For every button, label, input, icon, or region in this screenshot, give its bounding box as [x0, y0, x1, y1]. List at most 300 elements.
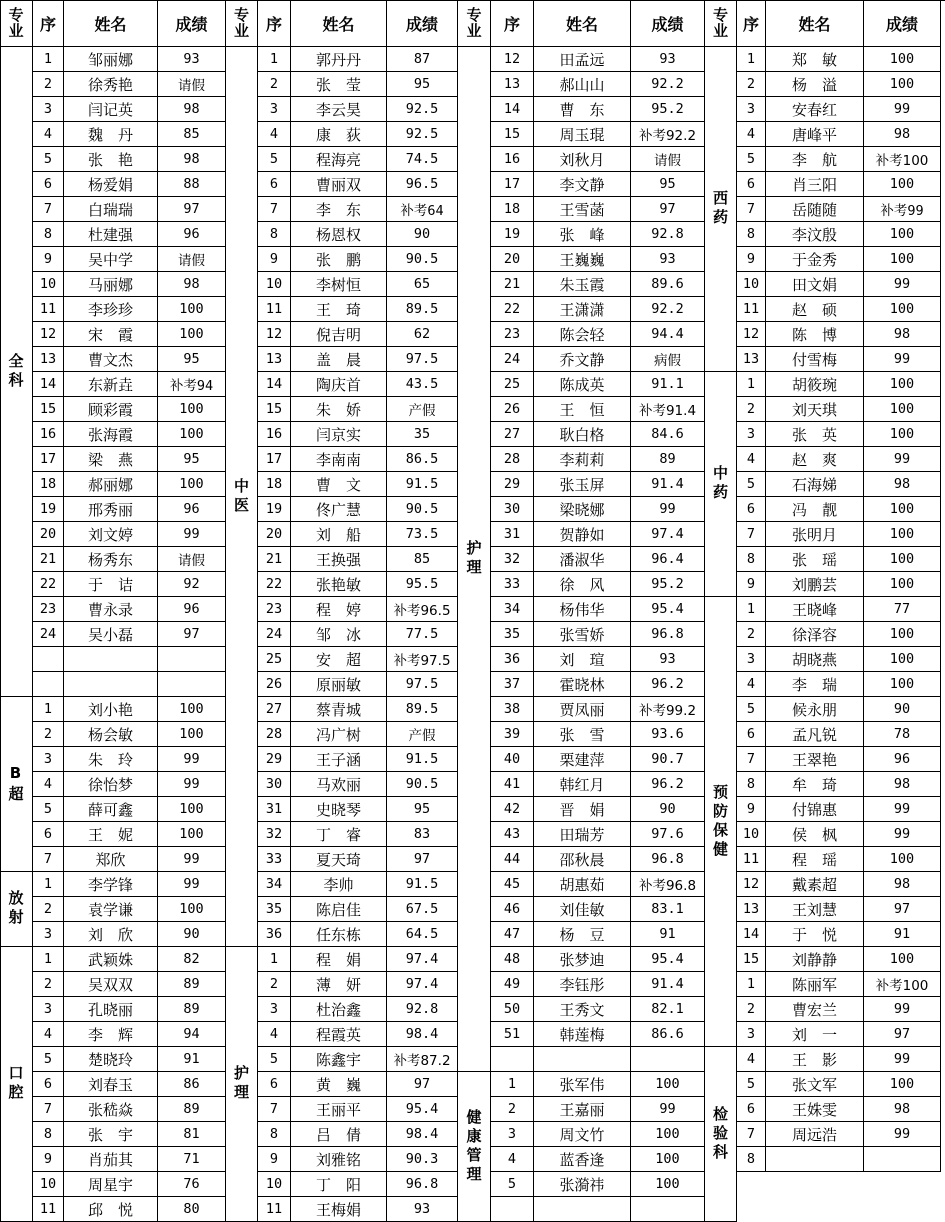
- score-cell: 96.8: [631, 847, 705, 872]
- seq-cell: 18: [491, 197, 534, 222]
- score-cell: 100: [864, 372, 941, 397]
- name-cell: 武颖姝: [64, 947, 158, 972]
- name-cell: 田瑞芳: [534, 822, 631, 847]
- name-cell: 白瑞瑞: [64, 197, 158, 222]
- seq-cell: 51: [491, 1022, 534, 1047]
- name-cell: 王翠艳: [766, 747, 864, 772]
- score-cell: 95: [631, 172, 705, 197]
- score-cell: 96.8: [387, 1172, 458, 1197]
- seq-cell: 4: [258, 1022, 291, 1047]
- seq-cell: 8: [737, 222, 766, 247]
- score-cell: 100: [864, 497, 941, 522]
- name-cell: 任东栋: [291, 922, 387, 947]
- name-cell: 栗建萍: [534, 747, 631, 772]
- score-cell: 100: [864, 72, 941, 97]
- name-cell: 王子涵: [291, 747, 387, 772]
- header-name: 姓名: [766, 0, 864, 47]
- header-major: 专业: [458, 0, 491, 47]
- score-cell: 补考100: [864, 147, 941, 172]
- name-cell: 孔晓丽: [64, 997, 158, 1022]
- score-cell: 100: [158, 822, 226, 847]
- name-cell: 李 航: [766, 147, 864, 172]
- name-cell: 王雪菡: [534, 197, 631, 222]
- seq-cell: 34: [491, 597, 534, 622]
- score-cell: 90: [158, 922, 226, 947]
- seq-cell: 3: [33, 922, 64, 947]
- score-cell: 100: [631, 1122, 705, 1147]
- name-cell: 付锦惠: [766, 797, 864, 822]
- seq-cell: 21: [33, 547, 64, 572]
- score-cell: 93.6: [631, 722, 705, 747]
- score-cell: 93: [387, 1197, 458, 1222]
- seq-cell: 15: [33, 397, 64, 422]
- seq-cell: 7: [33, 847, 64, 872]
- seq-cell: 33: [258, 847, 291, 872]
- header-score: 成绩: [864, 0, 941, 47]
- score-cell: 99: [158, 772, 226, 797]
- name-cell: 田孟远: [534, 47, 631, 72]
- seq-cell: 31: [491, 522, 534, 547]
- score-cell: 100: [864, 622, 941, 647]
- score-cell: 98.4: [387, 1022, 458, 1047]
- seq-cell: 8: [258, 222, 291, 247]
- score-cell: 产假: [387, 722, 458, 747]
- name-cell: 佟广慧: [291, 497, 387, 522]
- score-cell: 62: [387, 322, 458, 347]
- seq-cell: 37: [491, 672, 534, 697]
- seq-cell: 1: [33, 872, 64, 897]
- score-cell: 100: [864, 547, 941, 572]
- name-cell: 徐 风: [534, 572, 631, 597]
- seq-cell: 2: [258, 972, 291, 997]
- score-cell: 43.5: [387, 372, 458, 397]
- name-cell: 李莉莉: [534, 447, 631, 472]
- score-cell: 100: [864, 647, 941, 672]
- major-group-cell: B超: [0, 697, 33, 872]
- seq-cell: 7: [258, 1097, 291, 1122]
- name-cell: 张 艳: [64, 147, 158, 172]
- name-cell: 乔文静: [534, 347, 631, 372]
- name-cell: 薄 妍: [291, 972, 387, 997]
- seq-cell: 9: [258, 247, 291, 272]
- name-cell: 陈 博: [766, 322, 864, 347]
- score-cell: 82: [158, 947, 226, 972]
- name-cell: 王刘慧: [766, 897, 864, 922]
- seq-cell: 30: [258, 772, 291, 797]
- seq-cell: 2: [491, 1097, 534, 1122]
- major-group-cell: 西药: [705, 47, 737, 372]
- score-cell: 请假: [631, 147, 705, 172]
- name-cell: 戴素超: [766, 872, 864, 897]
- seq-cell: 1: [737, 47, 766, 72]
- score-cell: 96: [158, 597, 226, 622]
- score-cell: 74.5: [387, 147, 458, 172]
- seq-cell: 13: [33, 347, 64, 372]
- seq-cell: 35: [258, 897, 291, 922]
- score-cell: 91: [158, 1047, 226, 1072]
- score-cell: 90.5: [387, 247, 458, 272]
- seq-cell: 16: [491, 147, 534, 172]
- name-cell: 刘 瑄: [534, 647, 631, 672]
- seq-cell: 6: [737, 172, 766, 197]
- name-cell: 侯 枫: [766, 822, 864, 847]
- seq-cell: 17: [491, 172, 534, 197]
- name-cell: 贾凤丽: [534, 697, 631, 722]
- score-cell: 请假: [158, 547, 226, 572]
- score-cell: 91.5: [387, 472, 458, 497]
- name-cell: 刘 船: [291, 522, 387, 547]
- header-score: 成绩: [158, 0, 226, 47]
- score-cell: 100: [158, 297, 226, 322]
- seq-cell: 15: [258, 397, 291, 422]
- seq-cell: 21: [491, 272, 534, 297]
- name-cell: 陶庆首: [291, 372, 387, 397]
- score-cell: 93: [631, 647, 705, 672]
- seq-cell: 7: [737, 747, 766, 772]
- seq-cell: 1: [33, 47, 64, 72]
- name-cell: 徐怡梦: [64, 772, 158, 797]
- seq-cell: 7: [737, 197, 766, 222]
- seq-cell: 11: [258, 1197, 291, 1222]
- score-cell: [631, 1197, 705, 1222]
- name-cell: 付雪梅: [766, 347, 864, 372]
- seq-cell: 3: [737, 422, 766, 447]
- score-cell: 99: [158, 747, 226, 772]
- name-cell: 刘静静: [766, 947, 864, 972]
- seq-cell: 5: [737, 472, 766, 497]
- seq-cell: 8: [737, 772, 766, 797]
- name-cell: 冯 靓: [766, 497, 864, 522]
- name-cell: 肖茄其: [64, 1147, 158, 1172]
- header-seq: 序: [258, 0, 291, 47]
- score-cell: 92.8: [387, 997, 458, 1022]
- seq-cell: 22: [258, 572, 291, 597]
- seq-cell: 11: [33, 297, 64, 322]
- seq-cell: 4: [33, 1022, 64, 1047]
- score-cell: 89: [158, 972, 226, 997]
- seq-cell: 2: [737, 997, 766, 1022]
- score-cell: 94.4: [631, 322, 705, 347]
- name-cell: 李学锋: [64, 872, 158, 897]
- seq-cell: 1: [737, 972, 766, 997]
- name-cell: 徐秀艳: [64, 72, 158, 97]
- score-cell: 82.1: [631, 997, 705, 1022]
- seq-cell: 4: [33, 122, 64, 147]
- score-cell: 99: [158, 872, 226, 897]
- name-cell: 晋 娟: [534, 797, 631, 822]
- seq-cell: 15: [737, 947, 766, 972]
- score-cell: 100: [864, 247, 941, 272]
- seq-cell: 9: [258, 1147, 291, 1172]
- name-cell: 岳随随: [766, 197, 864, 222]
- name-cell: 张 鹏: [291, 247, 387, 272]
- score-cell: 补考94: [158, 372, 226, 397]
- name-cell: 胡筱琬: [766, 372, 864, 397]
- name-cell: 王梅娟: [291, 1197, 387, 1222]
- seq-cell: 26: [258, 672, 291, 697]
- seq-cell: 12: [737, 322, 766, 347]
- seq-cell: 5: [491, 1172, 534, 1197]
- seq-cell: 8: [33, 222, 64, 247]
- seq-cell: 1: [258, 947, 291, 972]
- score-cell: 100: [864, 572, 941, 597]
- seq-cell: 4: [737, 122, 766, 147]
- name-cell: 张军伟: [534, 1072, 631, 1097]
- name-cell: 赵 爽: [766, 447, 864, 472]
- name-cell: [766, 1147, 864, 1172]
- name-cell: 闫记英: [64, 97, 158, 122]
- name-cell: 蓝香逢: [534, 1147, 631, 1172]
- score-cell: 81: [158, 1122, 226, 1147]
- seq-cell: [491, 1197, 534, 1222]
- score-cell: 65: [387, 272, 458, 297]
- seq-cell: 5: [258, 1047, 291, 1072]
- seq-cell: 6: [33, 822, 64, 847]
- name-cell: 李珍珍: [64, 297, 158, 322]
- seq-cell: 13: [258, 347, 291, 372]
- score-cell: 99: [158, 847, 226, 872]
- name-cell: 吴中学: [64, 247, 158, 272]
- score-cell: 95: [387, 797, 458, 822]
- header-seq: 序: [33, 0, 64, 47]
- seq-cell: 4: [258, 122, 291, 147]
- seq-cell: 2: [258, 72, 291, 97]
- header-major: 专业: [0, 0, 33, 47]
- score-cell: 95.2: [631, 97, 705, 122]
- score-cell: [158, 647, 226, 672]
- score-cell: 97.4: [631, 522, 705, 547]
- seq-cell: 11: [737, 297, 766, 322]
- name-cell: 周文竹: [534, 1122, 631, 1147]
- seq-cell: 15: [491, 122, 534, 147]
- seq-cell: 28: [491, 447, 534, 472]
- name-cell: 宋 霞: [64, 322, 158, 347]
- name-cell: 陈鑫宇: [291, 1047, 387, 1072]
- name-cell: 潘淑华: [534, 547, 631, 572]
- seq-cell: 29: [491, 472, 534, 497]
- name-cell: 邵秋晨: [534, 847, 631, 872]
- score-cell: 100: [864, 672, 941, 697]
- score-cell: 98: [864, 772, 941, 797]
- name-cell: 蔡青城: [291, 697, 387, 722]
- name-cell: 丁 睿: [291, 822, 387, 847]
- seq-cell: 5: [737, 1072, 766, 1097]
- seq-cell: 10: [33, 272, 64, 297]
- score-cell: 95.4: [387, 1097, 458, 1122]
- score-cell: 补考87.2: [387, 1047, 458, 1072]
- seq-cell: 1: [33, 947, 64, 972]
- seq-cell: 17: [258, 447, 291, 472]
- score-cell: 91.4: [631, 472, 705, 497]
- score-cell: 补考91.4: [631, 397, 705, 422]
- name-cell: 张 莹: [291, 72, 387, 97]
- score-cell: 90: [864, 697, 941, 722]
- seq-cell: 8: [737, 1147, 766, 1172]
- name-cell: 郑 敏: [766, 47, 864, 72]
- name-cell: 邢秀丽: [64, 497, 158, 522]
- score-cell: 病假: [631, 347, 705, 372]
- score-cell: 96.4: [631, 547, 705, 572]
- score-cell: 97.6: [631, 822, 705, 847]
- score-cell: 90.5: [387, 497, 458, 522]
- major-group-cell: 口腔: [0, 947, 33, 1222]
- seq-cell: 17: [33, 447, 64, 472]
- name-cell: 杨伟华: [534, 597, 631, 622]
- seq-cell: 13: [737, 897, 766, 922]
- name-cell: 张玉屏: [534, 472, 631, 497]
- major-group-cell: 全科: [0, 47, 33, 697]
- name-cell: 王嘉丽: [534, 1097, 631, 1122]
- seq-cell: 6: [33, 172, 64, 197]
- score-cell: 92.2: [631, 297, 705, 322]
- name-cell: 刘佳敏: [534, 897, 631, 922]
- seq-cell: 36: [491, 647, 534, 672]
- name-cell: 朱 玲: [64, 747, 158, 772]
- seq-cell: 6: [33, 1072, 64, 1097]
- score-cell: 请假: [158, 247, 226, 272]
- seq-cell: 7: [258, 197, 291, 222]
- name-cell: 王丽平: [291, 1097, 387, 1122]
- name-cell: 贺静如: [534, 522, 631, 547]
- seq-cell: 24: [258, 622, 291, 647]
- name-cell: 张雪娇: [534, 622, 631, 647]
- name-cell: 李南南: [291, 447, 387, 472]
- header-name: 姓名: [291, 0, 387, 47]
- seq-cell: 34: [258, 872, 291, 897]
- name-cell: 李钰彤: [534, 972, 631, 997]
- seq-cell: 12: [258, 322, 291, 347]
- score-cell: 86.5: [387, 447, 458, 472]
- score-cell: 补考100: [864, 972, 941, 997]
- score-cell: 96: [158, 222, 226, 247]
- name-cell: 郝山山: [534, 72, 631, 97]
- seq-cell: 10: [258, 1172, 291, 1197]
- score-cell: 99: [864, 447, 941, 472]
- seq-cell: 7: [33, 1097, 64, 1122]
- score-cell: 99: [864, 97, 941, 122]
- name-cell: 张明月: [766, 522, 864, 547]
- seq-cell: 4: [33, 772, 64, 797]
- name-cell: 郑欣: [64, 847, 158, 872]
- seq-cell: 11: [33, 1197, 64, 1222]
- seq-cell: 3: [737, 647, 766, 672]
- name-cell: 周玉琨: [534, 122, 631, 147]
- name-cell: 王秀文: [534, 997, 631, 1022]
- seq-cell: 11: [258, 297, 291, 322]
- score-cell: 99: [864, 1122, 941, 1147]
- seq-cell: 41: [491, 772, 534, 797]
- seq-cell: 31: [258, 797, 291, 822]
- seq-cell: 6: [737, 722, 766, 747]
- seq-cell: 10: [737, 822, 766, 847]
- name-cell: 邱 悦: [64, 1197, 158, 1222]
- score-cell: 99: [158, 522, 226, 547]
- seq-cell: 14: [258, 372, 291, 397]
- score-cell: 78: [864, 722, 941, 747]
- score-cell: 100: [864, 1072, 941, 1097]
- seq-cell: 18: [33, 472, 64, 497]
- seq-cell: 27: [491, 422, 534, 447]
- name-cell: 程 婷: [291, 597, 387, 622]
- seq-cell: 4: [737, 1047, 766, 1072]
- score-cell: 73.5: [387, 522, 458, 547]
- seq-cell: 45: [491, 872, 534, 897]
- name-cell: 杜治鑫: [291, 997, 387, 1022]
- seq-cell: 13: [737, 347, 766, 372]
- score-cell: 100: [864, 172, 941, 197]
- seq-cell: 3: [33, 747, 64, 772]
- seq-cell: 19: [491, 222, 534, 247]
- score-cell: 91: [631, 922, 705, 947]
- seq-cell: 42: [491, 797, 534, 822]
- name-cell: 王换强: [291, 547, 387, 572]
- seq-cell: 14: [33, 372, 64, 397]
- name-cell: 东新垚: [64, 372, 158, 397]
- score-cell: 100: [864, 222, 941, 247]
- name-cell: 李汶殷: [766, 222, 864, 247]
- name-cell: 吴小磊: [64, 622, 158, 647]
- name-cell: 石海娣: [766, 472, 864, 497]
- name-cell: 曹永录: [64, 597, 158, 622]
- seq-cell: 9: [737, 572, 766, 597]
- name-cell: 刘鹏芸: [766, 572, 864, 597]
- seq-cell: 3: [491, 1122, 534, 1147]
- name-cell: 陈成英: [534, 372, 631, 397]
- seq-cell: 6: [258, 1072, 291, 1097]
- seq-cell: 5: [258, 147, 291, 172]
- seq-cell: 1: [33, 697, 64, 722]
- score-cell: 86: [158, 1072, 226, 1097]
- header-major: 专业: [705, 0, 737, 47]
- score-cell: 100: [864, 422, 941, 447]
- seq-cell: 26: [491, 397, 534, 422]
- score-cell: 补考96.8: [631, 872, 705, 897]
- name-cell: 杨秀东: [64, 547, 158, 572]
- seq-cell: 18: [258, 472, 291, 497]
- score-cell: 90.7: [631, 747, 705, 772]
- name-cell: 梁 燕: [64, 447, 158, 472]
- name-cell: 霍晓林: [534, 672, 631, 697]
- name-cell: 顾彩霞: [64, 397, 158, 422]
- seq-cell: 25: [491, 372, 534, 397]
- name-cell: 邹 冰: [291, 622, 387, 647]
- score-cell: 71: [158, 1147, 226, 1172]
- score-cell: [631, 1047, 705, 1072]
- header-seq: 序: [491, 0, 534, 47]
- score-cell: 99: [864, 347, 941, 372]
- name-cell: 程霞英: [291, 1022, 387, 1047]
- score-cell: 86.6: [631, 1022, 705, 1047]
- score-cell: 97.5: [387, 672, 458, 697]
- score-cell: 93: [631, 247, 705, 272]
- seq-cell: 5: [33, 797, 64, 822]
- score-cell: 99: [864, 797, 941, 822]
- score-cell: 35: [387, 422, 458, 447]
- score-cell: 93: [631, 47, 705, 72]
- score-cell: 92.5: [387, 97, 458, 122]
- header-name: 姓名: [534, 0, 631, 47]
- score-cell: 95: [158, 447, 226, 472]
- name-cell: 王 影: [766, 1047, 864, 1072]
- seq-cell: 20: [258, 522, 291, 547]
- name-cell: 李文静: [534, 172, 631, 197]
- seq-cell: 9: [33, 1147, 64, 1172]
- name-cell: 杨恩权: [291, 222, 387, 247]
- name-cell: 张艳敏: [291, 572, 387, 597]
- score-cell: 95.2: [631, 572, 705, 597]
- name-cell: 冯广树: [291, 722, 387, 747]
- seq-cell: 20: [491, 247, 534, 272]
